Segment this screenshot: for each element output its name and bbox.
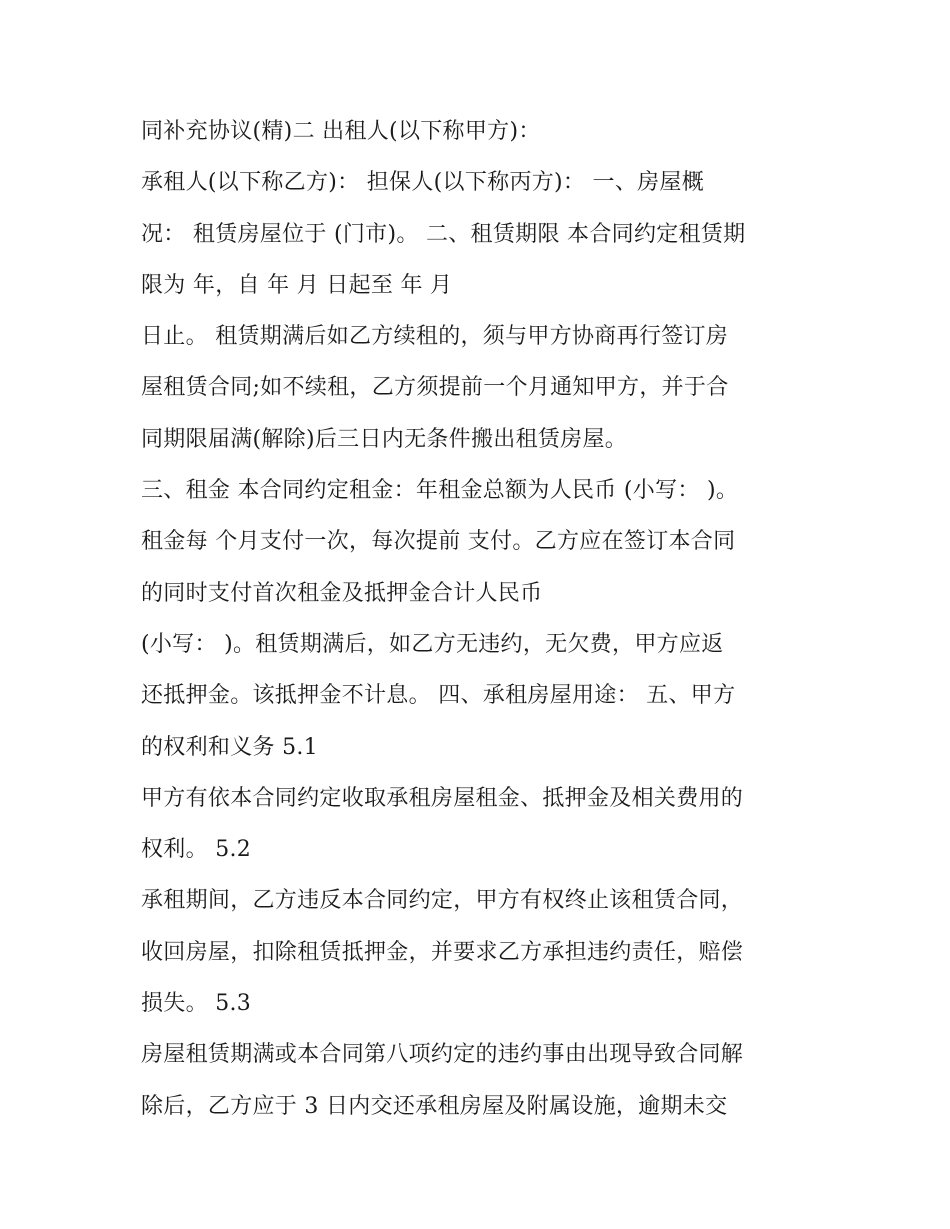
text-line: 况： 租赁房屋位于 (门市)。 二、租赁期限 本合同约定租赁期 — [141, 221, 746, 247]
text-line: 三、租金 本合同约定租金：年租金总额为人民币 (小写： )。 — [141, 478, 739, 504]
text-line: 的同时支付首次租金及抵押金合计人民币 — [141, 580, 543, 606]
text-line: 除后，乙方应于 3 日内交还承租房屋及附属设施，逾期未交 — [141, 1093, 728, 1119]
text-line: 甲方有依本合同约定收取承租房屋租金、抵押金及相关费用的 — [141, 785, 744, 811]
text-line: 租金每 个月支付一次，每次提前 支付。乙方应在签订本合同 — [141, 529, 736, 555]
text-line: 还抵押金。该抵押金不计息。 四、承租房屋用途： 五、甲方 — [141, 683, 736, 709]
text-line: 日止。 租赁期满后如乙方续租的，须与甲方协商再行签订房 — [141, 324, 729, 350]
text-line: 的权利和义务 5.1 — [141, 734, 318, 760]
text-line: 同补充协议(精)二 出租人(以下称甲方)： — [141, 119, 541, 144]
text-line: 限为 年，自 年 月 日起至 年 月 — [141, 272, 453, 298]
text-line: 收回房屋，扣除租赁抵押金，并要求乙方承担违约责任，赔偿 — [141, 939, 744, 965]
text-line: 房屋租赁期满或本合同第八项约定的违约事由出现导致合同解 — [141, 1042, 744, 1068]
text-line: 承租人(以下称乙方)： 担保人(以下称丙方)： 一、房屋概 — [141, 170, 705, 196]
text-line: 损失。 5.3 — [141, 991, 252, 1017]
text-line: 同期限届满(解除)后三日内无条件搬出租赁房屋。 — [141, 426, 628, 452]
text-line: 承租期间，乙方违反本合同约定，甲方有权终止该租赁合同， — [141, 888, 744, 914]
text-line: 屋租赁合同;如不续租，乙方须提前一个月通知甲方，并于合 — [141, 375, 729, 401]
document-body — [141, 106, 831, 1132]
text-line: 权利。 5.2 — [141, 837, 252, 863]
text-line: (小写： )。租赁期满后，如乙方无违约，无欠费，甲方应返 — [141, 631, 724, 657]
